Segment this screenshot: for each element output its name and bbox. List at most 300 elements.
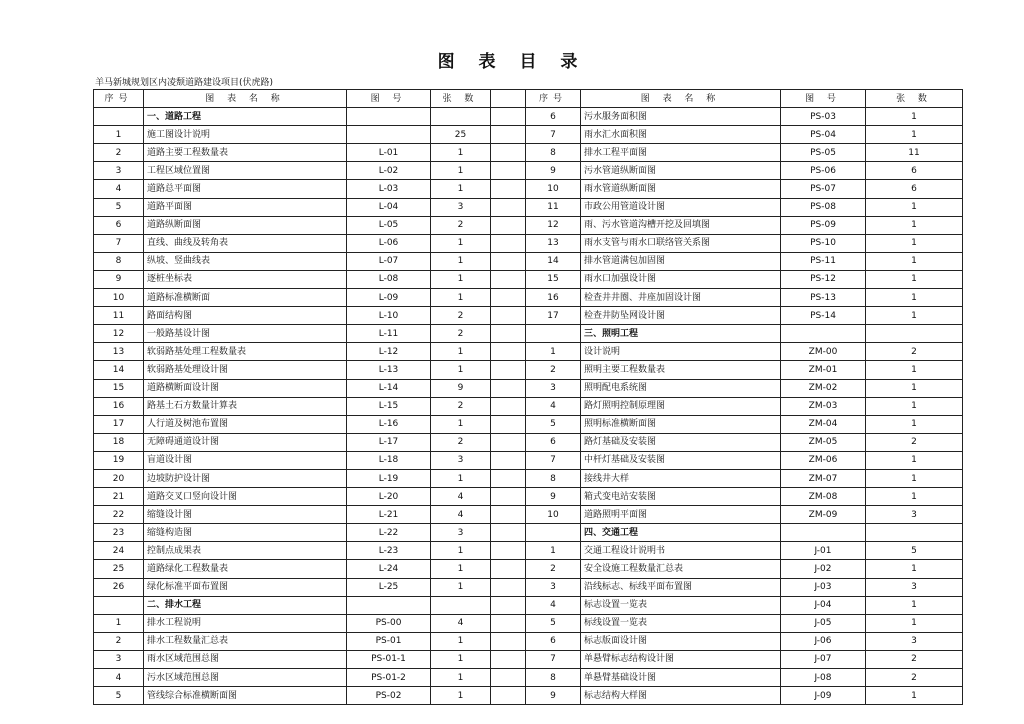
left-count-cell: 1 (431, 162, 491, 180)
table-row (94, 144, 963, 162)
right-no-cell: 8 (526, 669, 581, 687)
right-count-cell: 2 (866, 343, 963, 361)
column-gap (491, 126, 526, 144)
left-no-cell: 2 (94, 144, 144, 162)
drawing-index-table (93, 89, 963, 705)
right-no-cell: 15 (526, 270, 581, 288)
right-count-cell (866, 524, 963, 542)
right-count-cell: 1 (866, 307, 963, 325)
right-code-cell: PS-12 (781, 270, 866, 288)
header-no-right: 序号 (526, 90, 581, 108)
right-name-cell: 中杆灯基础及安装图 (581, 451, 781, 469)
column-gap (491, 578, 526, 596)
left-count-cell: 1 (431, 144, 491, 162)
left-code-cell: L-14 (347, 379, 431, 397)
table-row (94, 542, 963, 560)
left-name-cell: 绿化标准平面布置图 (144, 578, 347, 596)
column-gap (491, 560, 526, 578)
table-row (94, 469, 963, 487)
column-gap (491, 632, 526, 650)
right-name-cell: 安全设施工程数量汇总表 (581, 560, 781, 578)
right-no-cell (526, 524, 581, 542)
right-name-cell: 雨水口加强设计图 (581, 270, 781, 288)
right-count-cell: 1 (866, 596, 963, 614)
right-no-cell: 14 (526, 252, 581, 270)
left-no-cell: 13 (94, 343, 144, 361)
right-name-cell: 照明标准横断面图 (581, 415, 781, 433)
right-count-cell: 6 (866, 162, 963, 180)
column-gap (491, 361, 526, 379)
header-code-left: 图 号 (347, 90, 431, 108)
left-name-cell: 二、排水工程 (144, 596, 347, 614)
column-gap (491, 433, 526, 451)
left-count-cell: 3 (431, 524, 491, 542)
right-name-cell: 标志版面设计图 (581, 632, 781, 650)
left-code-cell: L-16 (347, 415, 431, 433)
left-name-cell: 缩缝设计图 (144, 506, 347, 524)
left-code-cell: L-08 (347, 270, 431, 288)
right-code-cell: ZM-02 (781, 379, 866, 397)
right-count-cell: 1 (866, 451, 963, 469)
left-count-cell: 2 (431, 433, 491, 451)
left-no-cell: 10 (94, 289, 144, 307)
left-count-cell: 2 (431, 307, 491, 325)
right-no-cell: 5 (526, 614, 581, 632)
table-row (94, 488, 963, 506)
left-count-cell (431, 108, 491, 126)
table-row (94, 126, 963, 144)
left-code-cell: L-24 (347, 560, 431, 578)
left-count-cell: 3 (431, 451, 491, 469)
left-count-cell: 1 (431, 361, 491, 379)
right-name-cell: 雨水支管与雨水口联络管关系图 (581, 234, 781, 252)
table-row (94, 252, 963, 270)
table-row (94, 433, 963, 451)
left-name-cell: 路面结构图 (144, 307, 347, 325)
column-gap (491, 451, 526, 469)
right-count-cell: 1 (866, 469, 963, 487)
column-gap (491, 469, 526, 487)
right-code-cell: PS-10 (781, 234, 866, 252)
right-count-cell: 1 (866, 270, 963, 288)
left-name-cell: 软弱路基处理工程数量表 (144, 343, 347, 361)
left-name-cell: 排水工程数量汇总表 (144, 632, 347, 650)
right-code-cell: J-02 (781, 560, 866, 578)
left-name-cell: 一般路基设计图 (144, 325, 347, 343)
right-no-cell: 10 (526, 506, 581, 524)
left-count-cell: 1 (431, 650, 491, 668)
column-gap (491, 687, 526, 705)
left-no-cell: 8 (94, 252, 144, 270)
left-name-cell: 污水区域范围总图 (144, 669, 347, 687)
left-code-cell: L-05 (347, 216, 431, 234)
left-code-cell: L-01 (347, 144, 431, 162)
right-no-cell: 1 (526, 542, 581, 560)
left-name-cell: 边坡防护设计图 (144, 469, 347, 487)
right-name-cell: 雨水汇水面积图 (581, 126, 781, 144)
left-code-cell: L-06 (347, 234, 431, 252)
right-no-cell: 7 (526, 126, 581, 144)
left-count-cell: 2 (431, 325, 491, 343)
left-name-cell: 人行道及树池布置图 (144, 415, 347, 433)
table-row (94, 669, 963, 687)
right-no-cell: 4 (526, 397, 581, 415)
right-no-cell: 16 (526, 289, 581, 307)
right-name-cell: 四、交通工程 (581, 524, 781, 542)
left-code-cell: L-22 (347, 524, 431, 542)
left-name-cell: 管线综合标准横断面图 (144, 687, 347, 705)
table-row (94, 180, 963, 198)
right-name-cell: 检查井井圈、井座加固设计图 (581, 289, 781, 307)
right-code-cell: J-03 (781, 578, 866, 596)
column-gap (491, 307, 526, 325)
right-name-cell: 接线井大样 (581, 469, 781, 487)
left-count-cell: 1 (431, 469, 491, 487)
column-gap (491, 415, 526, 433)
left-name-cell: 道路纵断面图 (144, 216, 347, 234)
left-name-cell: 道路主要工程数量表 (144, 144, 347, 162)
right-name-cell: 道路照明平面图 (581, 506, 781, 524)
right-count-cell: 1 (866, 108, 963, 126)
left-name-cell: 盲道设计图 (144, 451, 347, 469)
index-table-body (94, 90, 963, 705)
header-no-left: 序号 (94, 90, 144, 108)
table-row (94, 216, 963, 234)
right-code-cell: PS-13 (781, 289, 866, 307)
left-count-cell: 1 (431, 270, 491, 288)
header-name-right: 图 表 名 称 (581, 90, 781, 108)
left-name-cell: 道路绿化工程数量表 (144, 560, 347, 578)
left-count-cell: 1 (431, 415, 491, 433)
left-no-cell (94, 108, 144, 126)
column-gap (491, 614, 526, 632)
table-row (94, 614, 963, 632)
left-code-cell: PS-01-1 (347, 650, 431, 668)
right-count-cell: 11 (866, 144, 963, 162)
left-no-cell: 19 (94, 451, 144, 469)
right-name-cell: 单悬臂基础设计图 (581, 669, 781, 687)
table-row (94, 234, 963, 252)
left-name-cell: 工程区域位置图 (144, 162, 347, 180)
column-gap (491, 144, 526, 162)
left-code-cell: L-07 (347, 252, 431, 270)
right-code-cell: ZM-05 (781, 433, 866, 451)
column-gap (491, 162, 526, 180)
right-count-cell: 1 (866, 560, 963, 578)
left-name-cell: 无障碍通道设计图 (144, 433, 347, 451)
right-name-cell: 单悬臂标志结构设计图 (581, 650, 781, 668)
column-gap (491, 669, 526, 687)
right-no-cell: 9 (526, 687, 581, 705)
left-no-cell: 1 (94, 614, 144, 632)
left-name-cell: 雨水区域范围总图 (144, 650, 347, 668)
left-name-cell: 道路交叉口竖向设计图 (144, 488, 347, 506)
right-name-cell: 标志结构大样图 (581, 687, 781, 705)
left-no-cell: 2 (94, 632, 144, 650)
left-count-cell: 1 (431, 252, 491, 270)
right-count-cell: 1 (866, 216, 963, 234)
left-name-cell: 道路总平面图 (144, 180, 347, 198)
right-count-cell: 6 (866, 180, 963, 198)
right-code-cell: PS-08 (781, 198, 866, 216)
left-count-cell: 4 (431, 488, 491, 506)
left-count-cell: 1 (431, 632, 491, 650)
column-gap (491, 379, 526, 397)
right-code-cell: ZM-09 (781, 506, 866, 524)
right-no-cell: 7 (526, 451, 581, 469)
column-gap (491, 524, 526, 542)
column-gap (491, 234, 526, 252)
left-no-cell: 14 (94, 361, 144, 379)
right-count-cell: 1 (866, 252, 963, 270)
header-count-left: 张 数 (431, 90, 491, 108)
column-gap (491, 270, 526, 288)
left-count-cell: 1 (431, 289, 491, 307)
left-count-cell: 1 (431, 560, 491, 578)
table-header-row (94, 90, 963, 108)
right-name-cell: 照明主要工程数量表 (581, 361, 781, 379)
column-gap (491, 506, 526, 524)
left-name-cell: 路基土石方数量计算表 (144, 397, 347, 415)
right-no-cell: 9 (526, 162, 581, 180)
table-row (94, 397, 963, 415)
left-code-cell: L-23 (347, 542, 431, 560)
left-count-cell: 1 (431, 234, 491, 252)
column-gap (491, 650, 526, 668)
left-code-cell (347, 108, 431, 126)
left-no-cell: 3 (94, 162, 144, 180)
column-gap (491, 325, 526, 343)
right-no-cell: 2 (526, 560, 581, 578)
right-no-cell: 4 (526, 596, 581, 614)
right-name-cell: 三、照明工程 (581, 325, 781, 343)
column-gap (491, 596, 526, 614)
header-code-right: 图 号 (781, 90, 866, 108)
left-code-cell: L-03 (347, 180, 431, 198)
left-code-cell: L-17 (347, 433, 431, 451)
right-code-cell: ZM-01 (781, 361, 866, 379)
right-count-cell: 2 (866, 669, 963, 687)
right-count-cell: 1 (866, 415, 963, 433)
right-code-cell: PS-03 (781, 108, 866, 126)
table-row (94, 361, 963, 379)
left-no-cell: 12 (94, 325, 144, 343)
right-no-cell (526, 325, 581, 343)
table-row (94, 307, 963, 325)
left-count-cell: 1 (431, 542, 491, 560)
right-no-cell: 2 (526, 361, 581, 379)
right-code-cell: J-07 (781, 650, 866, 668)
table-row (94, 325, 963, 343)
left-no-cell: 15 (94, 379, 144, 397)
right-code-cell (781, 524, 866, 542)
column-gap (491, 542, 526, 560)
right-no-cell: 6 (526, 433, 581, 451)
table-row (94, 270, 963, 288)
left-name-cell: 道路标准横断面 (144, 289, 347, 307)
left-code-cell: L-09 (347, 289, 431, 307)
right-code-cell: ZM-06 (781, 451, 866, 469)
left-name-cell: 道路横断面设计图 (144, 379, 347, 397)
left-name-cell: 直线、曲线及转角表 (144, 234, 347, 252)
right-code-cell (781, 325, 866, 343)
left-no-cell: 9 (94, 270, 144, 288)
left-code-cell (347, 126, 431, 144)
column-gap (491, 216, 526, 234)
left-count-cell: 2 (431, 397, 491, 415)
right-code-cell: PS-11 (781, 252, 866, 270)
right-count-cell: 1 (866, 614, 963, 632)
left-count-cell: 4 (431, 506, 491, 524)
right-count-cell: 5 (866, 542, 963, 560)
left-no-cell: 5 (94, 687, 144, 705)
right-no-cell: 3 (526, 578, 581, 596)
right-count-cell: 1 (866, 126, 963, 144)
table-row (94, 415, 963, 433)
page-title: 图 表 目 录 (437, 52, 587, 72)
right-count-cell: 1 (866, 198, 963, 216)
left-no-cell: 16 (94, 397, 144, 415)
left-code-cell: L-15 (347, 397, 431, 415)
right-no-cell: 12 (526, 216, 581, 234)
left-count-cell: 25 (431, 126, 491, 144)
left-code-cell: L-25 (347, 578, 431, 596)
column-gap (491, 180, 526, 198)
table-row (94, 198, 963, 216)
right-count-cell: 1 (866, 289, 963, 307)
right-code-cell: ZM-08 (781, 488, 866, 506)
left-no-cell: 25 (94, 560, 144, 578)
left-no-cell: 26 (94, 578, 144, 596)
column-gap (491, 488, 526, 506)
left-count-cell: 9 (431, 379, 491, 397)
right-count-cell: 1 (866, 687, 963, 705)
table-row (94, 379, 963, 397)
project-subtitle: 羊马新城规划区内凌颓道路建设项目(伏虎路) (95, 78, 274, 88)
right-name-cell: 雨水管道纵断面图 (581, 180, 781, 198)
column-gap (491, 252, 526, 270)
right-no-cell: 9 (526, 488, 581, 506)
right-name-cell: 照明配电系统图 (581, 379, 781, 397)
left-count-cell: 1 (431, 669, 491, 687)
right-count-cell: 3 (866, 632, 963, 650)
right-code-cell: J-04 (781, 596, 866, 614)
left-code-cell: PS-02 (347, 687, 431, 705)
left-name-cell: 道路平面图 (144, 198, 347, 216)
column-gap (491, 343, 526, 361)
table-row (94, 687, 963, 705)
right-count-cell (866, 325, 963, 343)
header-count-right: 张 数 (866, 90, 963, 108)
right-count-cell: 1 (866, 361, 963, 379)
left-code-cell: PS-01-2 (347, 669, 431, 687)
column-gap (491, 90, 526, 108)
right-code-cell: J-06 (781, 632, 866, 650)
left-name-cell: 一、道路工程 (144, 108, 347, 126)
right-code-cell: PS-07 (781, 180, 866, 198)
left-no-cell: 7 (94, 234, 144, 252)
left-code-cell: PS-00 (347, 614, 431, 632)
table-row (94, 578, 963, 596)
right-code-cell: J-01 (781, 542, 866, 560)
right-code-cell: ZM-07 (781, 469, 866, 487)
right-code-cell: J-05 (781, 614, 866, 632)
right-name-cell: 设计说明 (581, 343, 781, 361)
right-name-cell: 排水工程平面图 (581, 144, 781, 162)
left-name-cell: 逐桩坐标表 (144, 270, 347, 288)
header-name-left: 图 表 名 称 (144, 90, 347, 108)
right-count-cell: 1 (866, 379, 963, 397)
left-code-cell: L-19 (347, 469, 431, 487)
table-row (94, 451, 963, 469)
right-no-cell: 6 (526, 108, 581, 126)
right-name-cell: 交通工程设计说明书 (581, 542, 781, 560)
right-name-cell: 检查井防坠网设计图 (581, 307, 781, 325)
left-count-cell (431, 596, 491, 614)
right-no-cell: 8 (526, 144, 581, 162)
right-count-cell: 2 (866, 650, 963, 668)
right-code-cell: J-09 (781, 687, 866, 705)
table-row (94, 560, 963, 578)
left-name-cell: 排水工程说明 (144, 614, 347, 632)
left-code-cell: PS-01 (347, 632, 431, 650)
table-row (94, 506, 963, 524)
right-count-cell: 3 (866, 578, 963, 596)
right-name-cell: 市政公用管道设计图 (581, 198, 781, 216)
right-code-cell: ZM-03 (781, 397, 866, 415)
right-code-cell: ZM-04 (781, 415, 866, 433)
right-count-cell: 3 (866, 506, 963, 524)
left-count-cell: 1 (431, 687, 491, 705)
right-no-cell: 11 (526, 198, 581, 216)
left-count-cell: 1 (431, 343, 491, 361)
left-no-cell: 1 (94, 126, 144, 144)
right-count-cell: 1 (866, 488, 963, 506)
column-gap (491, 289, 526, 307)
column-gap (491, 397, 526, 415)
left-no-cell (94, 596, 144, 614)
left-code-cell: L-02 (347, 162, 431, 180)
right-code-cell: ZM-00 (781, 343, 866, 361)
left-no-cell: 24 (94, 542, 144, 560)
left-no-cell: 18 (94, 433, 144, 451)
right-name-cell: 箱式变电站安装图 (581, 488, 781, 506)
left-code-cell: L-21 (347, 506, 431, 524)
right-count-cell: 1 (866, 234, 963, 252)
left-name-cell: 软弱路基处理设计图 (144, 361, 347, 379)
table-row (94, 596, 963, 614)
left-no-cell: 4 (94, 669, 144, 687)
left-name-cell: 施工图设计说明 (144, 126, 347, 144)
right-name-cell: 污水服务面积图 (581, 108, 781, 126)
left-no-cell: 6 (94, 216, 144, 234)
right-name-cell: 路灯基础及安装图 (581, 433, 781, 451)
left-code-cell: L-10 (347, 307, 431, 325)
right-code-cell: PS-05 (781, 144, 866, 162)
left-code-cell: L-13 (347, 361, 431, 379)
right-code-cell: PS-04 (781, 126, 866, 144)
table-row (94, 632, 963, 650)
right-no-cell: 6 (526, 632, 581, 650)
right-name-cell: 污水管道纵断面图 (581, 162, 781, 180)
column-gap (491, 108, 526, 126)
left-code-cell: L-11 (347, 325, 431, 343)
right-no-cell: 1 (526, 343, 581, 361)
left-code-cell: L-12 (347, 343, 431, 361)
column-gap (491, 198, 526, 216)
left-count-cell: 4 (431, 614, 491, 632)
left-name-cell: 控制点成果表 (144, 542, 347, 560)
